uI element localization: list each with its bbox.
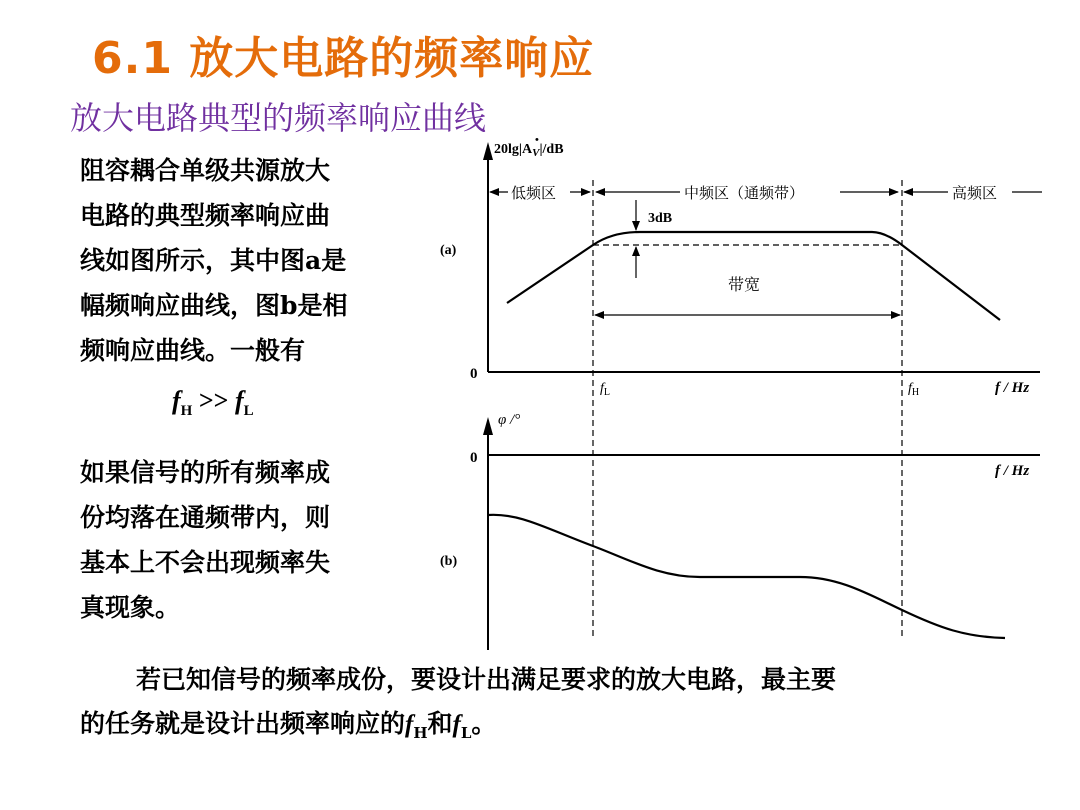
- formula-l-subscript: L: [243, 403, 254, 420]
- magnitude-y-axis-arrow-icon: [483, 142, 493, 160]
- intro-line: 幅频响应曲线，图b是相: [80, 291, 348, 320]
- fh-label: $f_H$: [908, 381, 920, 398]
- passband-line: 基本上不会出现频率失: [80, 548, 331, 577]
- magnitude-origin-label: 0: [470, 366, 478, 382]
- intro-line: 电路的典型频率响应曲: [80, 201, 331, 230]
- conclusion-and: 和: [427, 709, 453, 738]
- phase-origin-label: 0: [470, 450, 478, 466]
- conclusion-line: 若已知信号的频率成份，要设计出满足要求的放大电路，最主要: [136, 665, 837, 694]
- plot-a-label: (a): [440, 243, 457, 258]
- formula-operator: >>: [198, 386, 229, 415]
- low-band-label: 低频区: [511, 186, 557, 202]
- 3db-label: 3dB: [648, 211, 673, 226]
- passband-line: 份均落在通频带内，则: [80, 503, 331, 532]
- slide-subtitle: 放大电路典型的频率响应曲线: [70, 99, 487, 137]
- formula-f-symbol: f: [234, 386, 244, 415]
- mid-band-label: 中频区（通频带）: [684, 186, 805, 202]
- formula-h-subscript: H: [180, 403, 193, 420]
- phase-y-axis-arrow-icon: [483, 417, 493, 435]
- phase-y-axis-label: φ /°: [498, 412, 521, 428]
- plot-b-label: (b): [440, 554, 458, 569]
- conclusion-f-symbol: f: [405, 711, 414, 738]
- fl-label: $f_L$: [600, 381, 610, 398]
- intro-line: 频响应曲线。一般有: [80, 336, 306, 365]
- conclusion-l-subscript: L: [460, 724, 472, 742]
- bandwidth-label: 带宽: [728, 277, 761, 294]
- formula-f-symbol: f: [172, 386, 181, 415]
- high-band-label: 高频区: [952, 186, 998, 202]
- magnitude-y-axis-label: $20\lg|A_V|/dB$: [494, 142, 564, 159]
- conclusion-f-symbol: f: [452, 711, 461, 738]
- conclusion-end: 。: [471, 709, 497, 738]
- passband-line: 如果信号的所有频率成: [80, 458, 331, 487]
- conclusion-prefix: 的任务就是设计出频率响应的: [80, 709, 406, 738]
- intro-line: 阻容耦合单级共源放大: [80, 156, 331, 185]
- phase-x-axis-label: f / Hz: [995, 463, 1030, 479]
- magnitude-x-axis-label: f / Hz: [995, 380, 1030, 396]
- phasor-dot-mark: •: [535, 134, 539, 146]
- phase-response-curve: [488, 515, 1005, 638]
- intro-line: 线如图所示，其中图a是: [80, 246, 347, 275]
- conclusion-h-subscript: H: [413, 724, 428, 742]
- slide-title: 6.1 放大电路的频率响应: [92, 33, 595, 84]
- passband-line: 真现象。: [80, 593, 181, 622]
